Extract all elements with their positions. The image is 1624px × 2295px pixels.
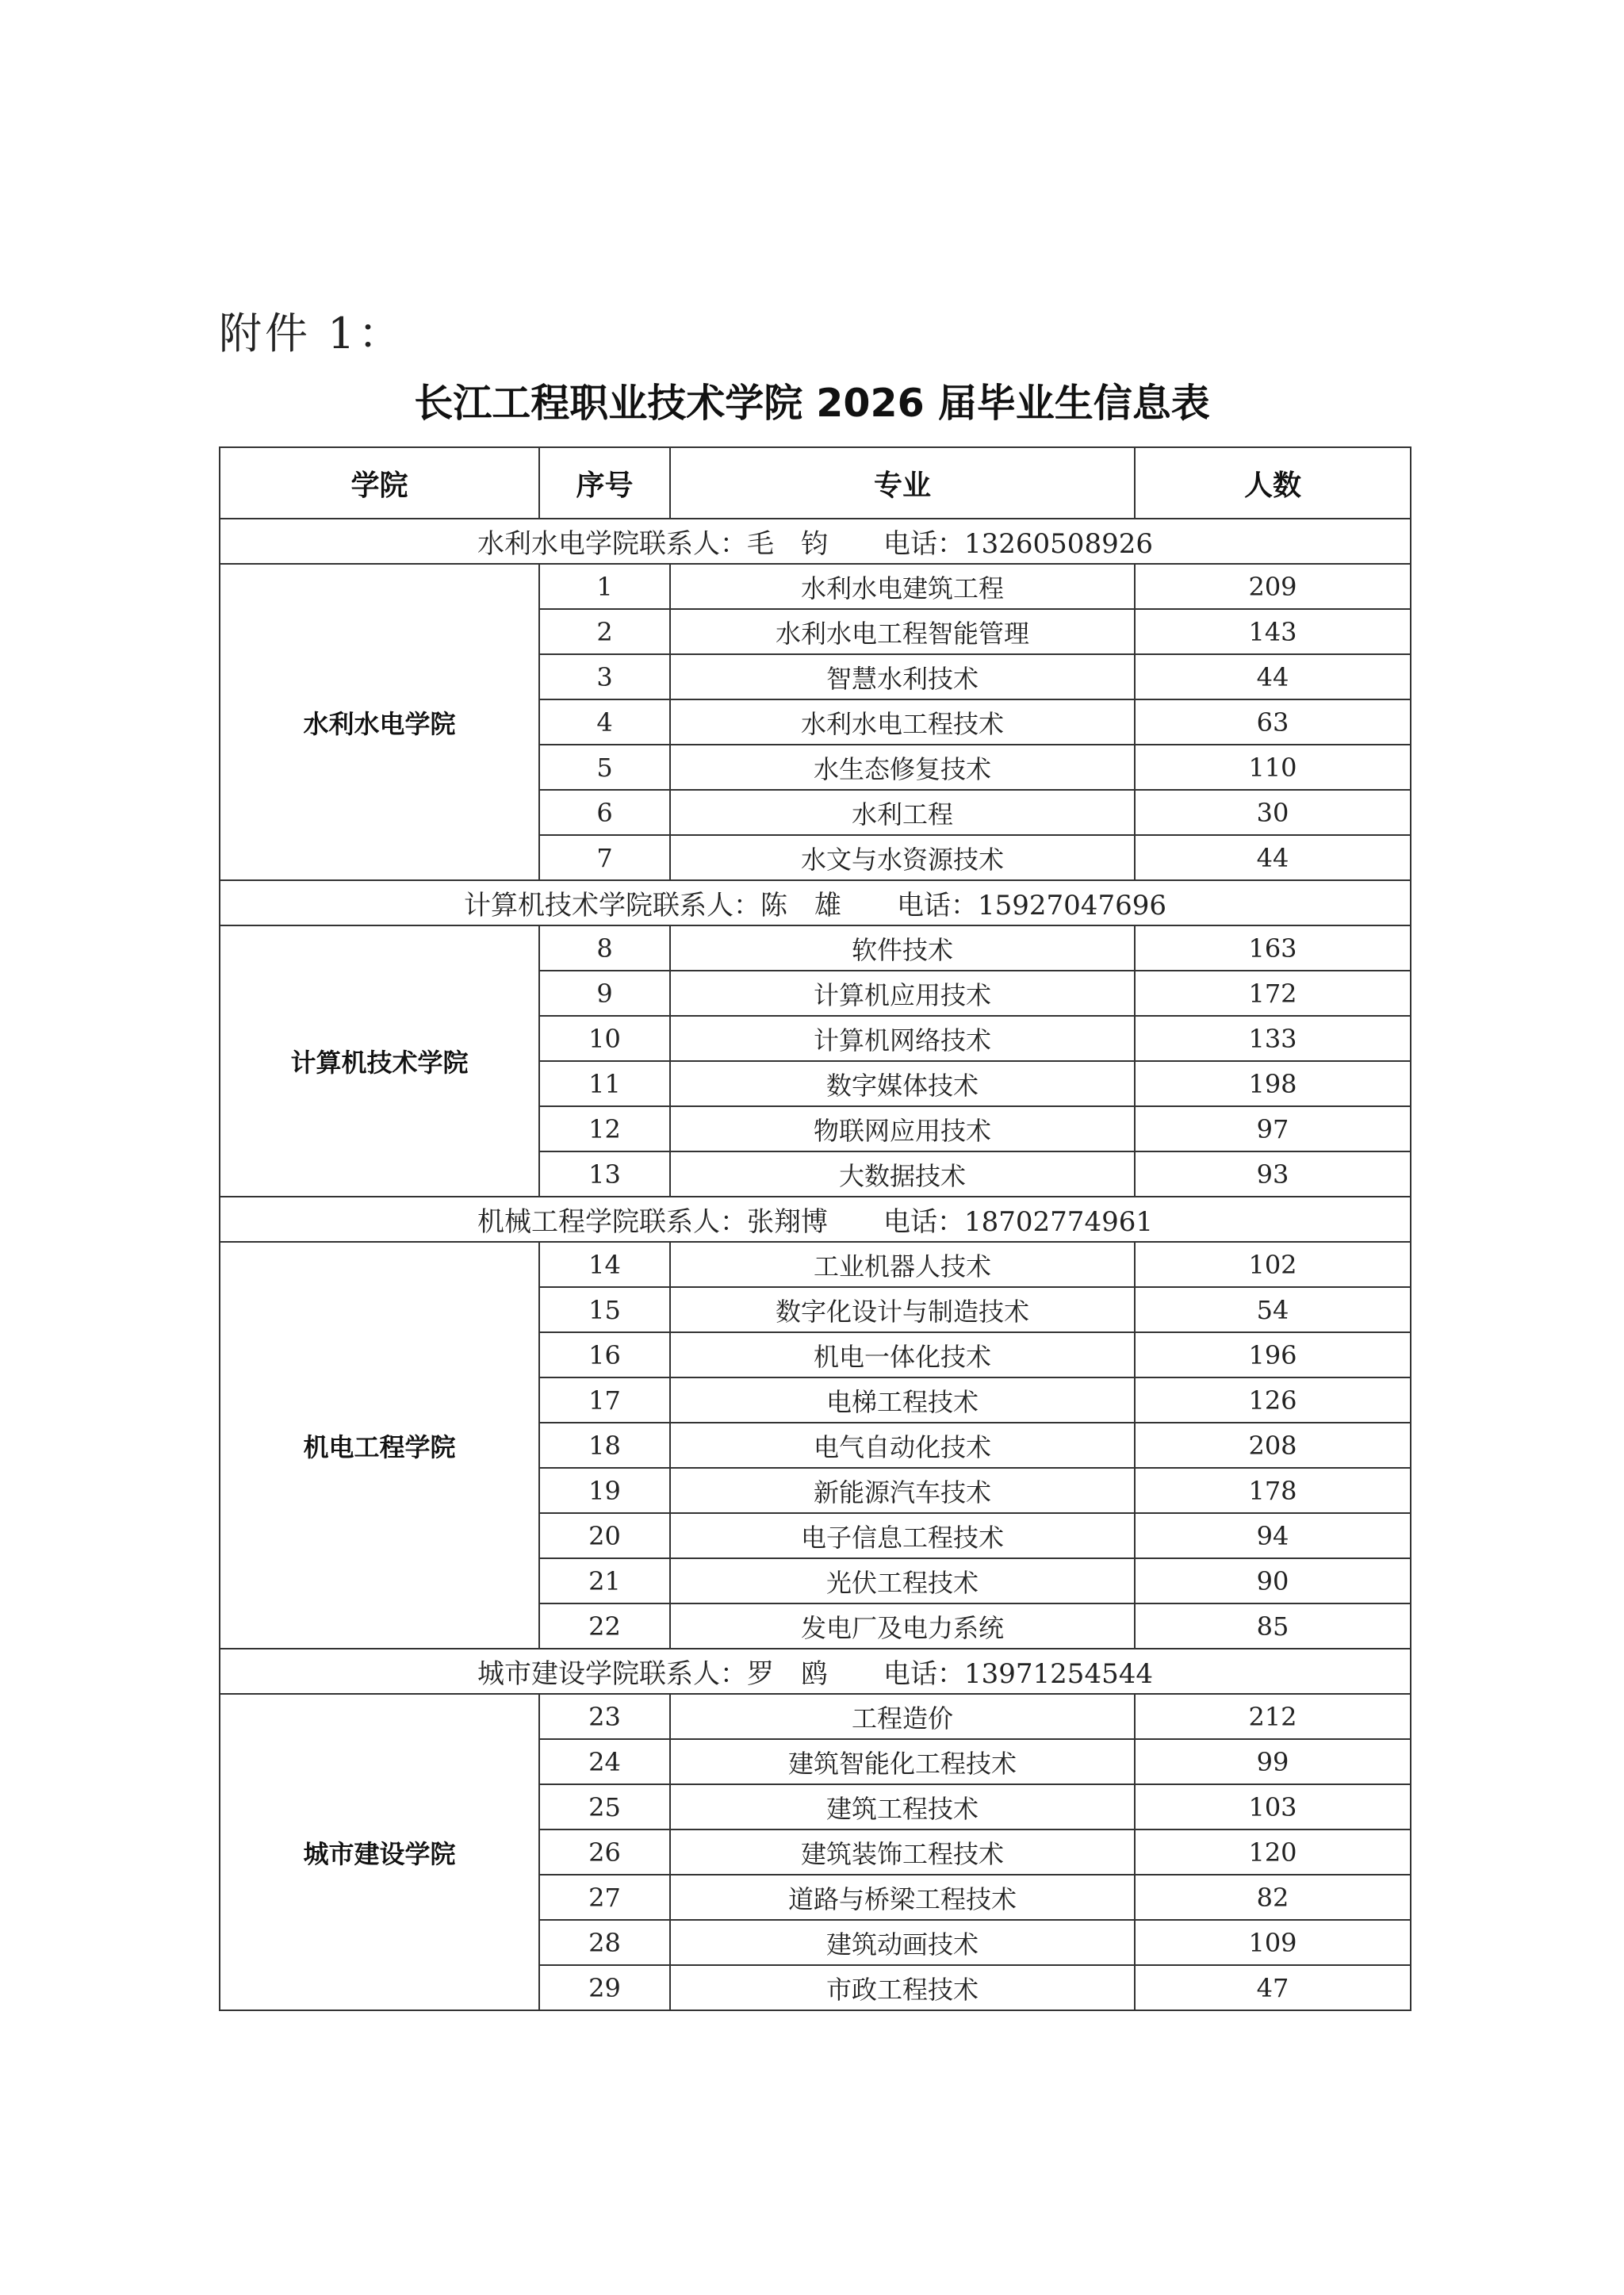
index-cell: 26 — [539, 1829, 670, 1875]
phone-number: 13260508926 — [964, 528, 1153, 560]
count-cell: 47 — [1135, 1965, 1411, 2010]
index-cell: 5 — [539, 745, 670, 790]
major-cell: 建筑工程技术 — [670, 1784, 1135, 1829]
contact-cell — [220, 1649, 1411, 1694]
contact-name: 陈 雄 — [760, 890, 842, 921]
count-cell: 109 — [1135, 1920, 1411, 1965]
contact-row — [220, 1649, 1411, 1694]
index-cell: 25 — [539, 1784, 670, 1829]
college-cell: 计算机技术学院 — [220, 925, 539, 1197]
college-cell: 水利水电学院 — [220, 564, 539, 880]
major-cell: 建筑动画技术 — [670, 1920, 1135, 1965]
table-row — [220, 564, 1411, 609]
index-cell: 7 — [539, 835, 670, 880]
major-cell: 水文与水资源技术 — [670, 835, 1135, 880]
count-cell: 212 — [1135, 1694, 1411, 1739]
index-cell: 21 — [539, 1558, 670, 1603]
index-cell: 18 — [539, 1423, 670, 1468]
major-cell: 计算机网络技术 — [670, 1016, 1135, 1061]
major-cell: 水生态修复技术 — [670, 745, 1135, 790]
index-cell: 17 — [539, 1377, 670, 1423]
index-cell: 22 — [539, 1603, 670, 1649]
document-title: 长江工程职业技术学院 2026 届毕业生信息表 — [414, 381, 1210, 426]
count-cell: 99 — [1135, 1739, 1411, 1784]
college-cell: 城市建设学院 — [220, 1694, 539, 2010]
count-cell: 103 — [1135, 1784, 1411, 1829]
contact-prefix: 机械工程学院联系人： — [477, 1206, 748, 1238]
major-cell: 市政工程技术 — [670, 1965, 1135, 2010]
index-cell: 14 — [539, 1242, 670, 1287]
header-count: 人数 — [1135, 447, 1411, 519]
contact-prefix: 水利水电学院联系人： — [477, 528, 748, 560]
phone-label: 电话： — [883, 528, 965, 560]
count-cell: 172 — [1135, 971, 1411, 1016]
count-cell: 94 — [1135, 1513, 1411, 1558]
contact-cell — [220, 1197, 1411, 1242]
contact-cell — [220, 880, 1411, 925]
major-cell: 电气自动化技术 — [670, 1423, 1135, 1468]
count-cell: 209 — [1135, 564, 1411, 609]
major-cell: 建筑智能化工程技术 — [670, 1739, 1135, 1784]
major-cell: 发电厂及电力系统 — [670, 1603, 1135, 1649]
index-cell: 27 — [539, 1875, 670, 1920]
count-cell: 110 — [1135, 745, 1411, 790]
index-cell: 28 — [539, 1920, 670, 1965]
table-header-row — [220, 447, 1411, 519]
major-cell: 工程造价 — [670, 1694, 1135, 1739]
index-cell: 11 — [539, 1061, 670, 1106]
major-cell: 软件技术 — [670, 925, 1135, 971]
major-cell: 新能源汽车技术 — [670, 1468, 1135, 1513]
contact-row — [220, 880, 1411, 925]
major-cell: 水利水电工程技术 — [670, 699, 1135, 745]
major-cell: 工业机器人技术 — [670, 1242, 1135, 1287]
count-cell: 90 — [1135, 1558, 1411, 1603]
count-cell: 143 — [1135, 609, 1411, 654]
index-cell: 24 — [539, 1739, 670, 1784]
count-cell: 63 — [1135, 699, 1411, 745]
index-cell: 4 — [539, 699, 670, 745]
college-cell: 机电工程学院 — [220, 1242, 539, 1649]
count-cell: 198 — [1135, 1061, 1411, 1106]
contact-name: 罗 鸥 — [747, 1658, 829, 1690]
count-cell: 126 — [1135, 1377, 1411, 1423]
attachment-label: 附件 1： — [219, 308, 404, 358]
major-cell: 道路与桥梁工程技术 — [670, 1875, 1135, 1920]
major-cell: 数字化设计与制造技术 — [670, 1287, 1135, 1332]
table-row — [220, 1694, 1411, 1739]
count-cell: 44 — [1135, 835, 1411, 880]
index-cell: 13 — [539, 1151, 670, 1197]
index-cell: 1 — [539, 564, 670, 609]
count-cell: 163 — [1135, 925, 1411, 971]
index-cell: 6 — [539, 790, 670, 835]
major-cell: 计算机应用技术 — [670, 971, 1135, 1016]
count-cell: 93 — [1135, 1151, 1411, 1197]
index-cell: 20 — [539, 1513, 670, 1558]
index-cell: 19 — [539, 1468, 670, 1513]
major-cell: 光伏工程技术 — [670, 1558, 1135, 1603]
count-cell: 85 — [1135, 1603, 1411, 1649]
count-cell: 178 — [1135, 1468, 1411, 1513]
table-row — [220, 925, 1411, 971]
count-cell: 44 — [1135, 654, 1411, 699]
phone-number: 13971254544 — [964, 1658, 1153, 1690]
table-row — [220, 1242, 1411, 1287]
contact-name: 毛 钧 — [747, 528, 829, 560]
count-cell: 54 — [1135, 1287, 1411, 1332]
contact-cell — [220, 519, 1411, 564]
index-cell: 9 — [539, 971, 670, 1016]
count-cell: 82 — [1135, 1875, 1411, 1920]
count-cell: 120 — [1135, 1829, 1411, 1875]
phone-label: 电话： — [883, 1206, 965, 1238]
major-cell: 水利工程 — [670, 790, 1135, 835]
count-cell: 97 — [1135, 1106, 1411, 1151]
major-cell: 智慧水利技术 — [670, 654, 1135, 699]
count-cell: 133 — [1135, 1016, 1411, 1061]
count-cell: 102 — [1135, 1242, 1411, 1287]
index-cell: 2 — [539, 609, 670, 654]
phone-number: 15927047696 — [978, 890, 1166, 921]
major-cell: 水利水电工程智能管理 — [670, 609, 1135, 654]
count-cell: 208 — [1135, 1423, 1411, 1468]
index-cell: 12 — [539, 1106, 670, 1151]
contact-prefix: 城市建设学院联系人： — [477, 1658, 748, 1690]
phone-number: 18702774961 — [964, 1206, 1153, 1238]
major-cell: 大数据技术 — [670, 1151, 1135, 1197]
phone-label: 电话： — [883, 1658, 965, 1690]
header-major: 专业 — [670, 447, 1135, 519]
major-cell: 物联网应用技术 — [670, 1106, 1135, 1151]
header-index: 序号 — [539, 447, 670, 519]
index-cell: 16 — [539, 1332, 670, 1377]
phone-label: 电话： — [897, 890, 979, 921]
index-cell: 10 — [539, 1016, 670, 1061]
graduate-info-table — [219, 446, 1411, 2011]
index-cell: 23 — [539, 1694, 670, 1739]
contact-row — [220, 1197, 1411, 1242]
major-cell: 电梯工程技术 — [670, 1377, 1135, 1423]
contact-row — [220, 519, 1411, 564]
major-cell: 建筑装饰工程技术 — [670, 1829, 1135, 1875]
major-cell: 数字媒体技术 — [670, 1061, 1135, 1106]
major-cell: 电子信息工程技术 — [670, 1513, 1135, 1558]
contact-name: 张翔博 — [747, 1206, 829, 1238]
count-cell: 196 — [1135, 1332, 1411, 1377]
contact-prefix: 计算机技术学院联系人： — [464, 890, 761, 921]
header-college: 学院 — [220, 447, 539, 519]
index-cell: 15 — [539, 1287, 670, 1332]
count-cell: 30 — [1135, 790, 1411, 835]
index-cell: 29 — [539, 1965, 670, 2010]
index-cell: 3 — [539, 654, 670, 699]
major-cell: 水利水电建筑工程 — [670, 564, 1135, 609]
index-cell: 8 — [539, 925, 670, 971]
major-cell: 机电一体化技术 — [670, 1332, 1135, 1377]
